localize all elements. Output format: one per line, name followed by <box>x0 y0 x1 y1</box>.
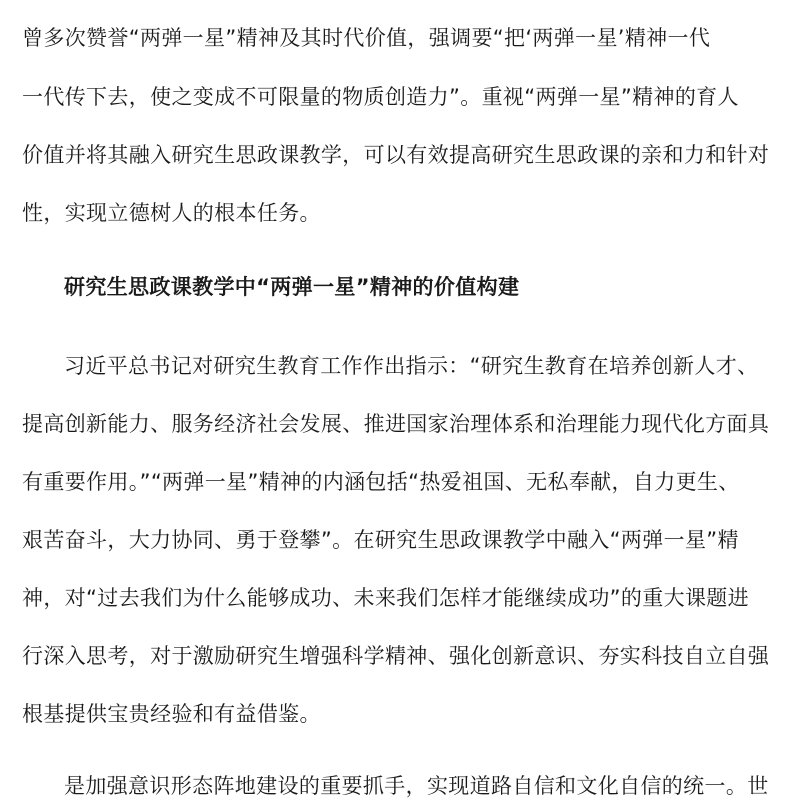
paragraph-line: 艰苦奋斗，大力协同、勇于登攀”。在研究生思政课教学中融入“两弹一星”精 <box>22 528 739 552</box>
paragraph-line: 根基提供宝贵经验和有益借鉴。 <box>22 702 321 726</box>
paragraph-line: 行深入思考，对于激励研究生增强科学精神、强化创新意识、夯实科技自立自强 <box>22 644 770 668</box>
paragraph-line: 习近平总书记对研究生教育工作作出指示：“研究生教育在培养创新人才、 <box>64 354 759 378</box>
section-heading: 研究生思政课教学中“两弹一星”精神的价值构建 <box>64 275 520 299</box>
paragraph-line: 提高创新能力、服务经济社会发展、推进国家治理体系和治理能力现代化方面具 <box>22 412 770 436</box>
paragraph-line: 性，实现立德树人的根本任务。 <box>22 201 321 225</box>
paragraph-line: 是加强意识形态阵地建设的重要抓手，实现道路自信和文化自信的统一。世 <box>64 774 769 798</box>
paragraph-line: 神，对“过去我们为什么能够成功、未来我们怎样才能继续成功”的重大课题进 <box>22 586 750 610</box>
paragraph-line: 价值并将其融入研究生思政课教学，可以有效提高研究生思政课的亲和力和针对 <box>22 143 770 167</box>
paragraph-line: 有重要作用。”“两弹一星”精神的内涵包括“热爱祖国、无私奉献，自力更生、 <box>22 470 740 494</box>
paragraph-line: 一代传下去，使之变成不可限量的物质创造力”。重视“两弹一星”精神的育人 <box>22 85 739 109</box>
paragraph-line: 曾多次赞誉“两弹一星”精神及其时代价值，强调要“把‘两弹一星’精神一代 <box>22 26 711 50</box>
